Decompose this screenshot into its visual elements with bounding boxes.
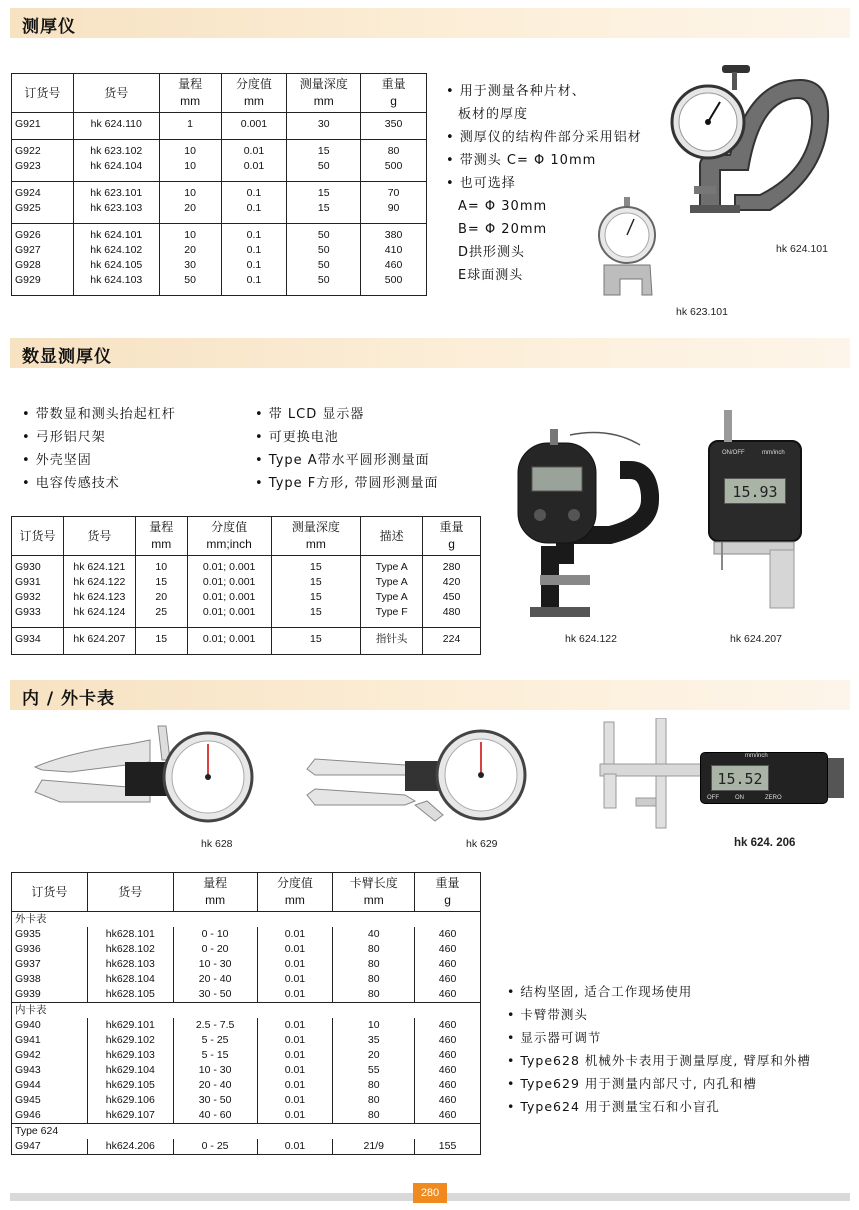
column-header: 卡臂长度 mm bbox=[333, 873, 415, 912]
list-item: • 电容传感技术 bbox=[22, 476, 120, 491]
table-row bbox=[12, 1108, 481, 1124]
table-row bbox=[12, 201, 427, 216]
column-header: 订货号 bbox=[12, 873, 88, 912]
table-cell: 460 bbox=[415, 972, 481, 987]
table-cell: G931 bbox=[12, 575, 64, 590]
table-cell: 15 bbox=[287, 201, 361, 216]
caption-hk-629: hk 629 bbox=[466, 838, 498, 850]
list-item: B= Φ 20mm bbox=[458, 222, 548, 237]
table-cell: G934 bbox=[12, 632, 64, 647]
table-cell: 10 bbox=[333, 1018, 415, 1033]
list-item: 板材的厚度 bbox=[458, 107, 529, 122]
table-cell: hk629.101 bbox=[87, 1018, 173, 1033]
column-header: 测量深度 mm bbox=[287, 74, 361, 113]
list-item: • 也可选择 bbox=[446, 176, 516, 191]
table-cell: G929 bbox=[12, 273, 74, 288]
table-cell: 0.01 bbox=[221, 159, 287, 174]
table-cell: G927 bbox=[12, 243, 74, 258]
table-cell: 460 bbox=[415, 927, 481, 942]
table-cell: 0.01 bbox=[257, 1033, 333, 1048]
table-cell: G926 bbox=[12, 228, 74, 243]
table-cell: 10 bbox=[135, 560, 187, 575]
column-header: 货号 bbox=[87, 873, 173, 912]
table-cell: hk 624.122 bbox=[63, 575, 135, 590]
table-row bbox=[12, 927, 481, 942]
table-cell: 460 bbox=[415, 942, 481, 957]
table-cell: 50 bbox=[159, 273, 221, 288]
table-cell: hk 624.124 bbox=[63, 605, 135, 620]
table-cell: 30 - 50 bbox=[173, 987, 257, 1003]
table-cell: 35 bbox=[333, 1033, 415, 1048]
feature-list-digital-left bbox=[22, 403, 176, 495]
lcd-display: 15.52 bbox=[711, 765, 769, 791]
table-row bbox=[12, 1018, 481, 1033]
table-cell: 80 bbox=[333, 942, 415, 957]
table-cell: G921 bbox=[12, 117, 74, 132]
table-cell: G938 bbox=[12, 972, 88, 987]
table-cell: 0.01; 0.001 bbox=[187, 605, 271, 620]
table-cell: 指针头 bbox=[361, 632, 423, 647]
spec-table-calipers bbox=[11, 872, 481, 1155]
table-cell: 0.01 bbox=[257, 1139, 333, 1155]
table-cell: G939 bbox=[12, 987, 88, 1003]
table-row bbox=[12, 605, 481, 620]
table-cell: 480 bbox=[423, 605, 481, 620]
table-cell: 55 bbox=[333, 1063, 415, 1078]
group-label: Type 624 bbox=[12, 1124, 481, 1140]
table-row bbox=[12, 1048, 481, 1063]
column-header: 分度值 mm bbox=[257, 873, 333, 912]
table-cell: 80 bbox=[333, 1078, 415, 1093]
group-label-row bbox=[12, 1003, 481, 1019]
table-cell: 0.01 bbox=[257, 1018, 333, 1033]
table-cell: 0 - 25 bbox=[173, 1139, 257, 1155]
table-row bbox=[12, 1093, 481, 1108]
column-header: 重量 g bbox=[415, 873, 481, 912]
digital-gauge-207-frame bbox=[700, 410, 810, 610]
column-header: 订货号 bbox=[12, 74, 74, 113]
list-item: • 显示器可调节 bbox=[507, 1030, 602, 1045]
list-item: A= Φ 30mm bbox=[458, 199, 548, 214]
table-cell: 20 bbox=[159, 201, 221, 216]
table-row bbox=[12, 117, 427, 132]
table-cell: 0.1 bbox=[221, 273, 287, 288]
table-cell: 10 bbox=[159, 159, 221, 174]
mminch-button: mm/inch bbox=[745, 753, 768, 759]
table-row bbox=[12, 972, 481, 987]
table-cell: 5 - 25 bbox=[173, 1033, 257, 1048]
table-cell: 0.01 bbox=[257, 1048, 333, 1063]
table-cell: hk 624.101 bbox=[73, 228, 159, 243]
table-cell: 0.01 bbox=[257, 942, 333, 957]
list-item: • 带数显和测头抬起杠杆 bbox=[22, 407, 176, 422]
table-cell: Type A bbox=[361, 590, 423, 605]
table-cell: G933 bbox=[12, 605, 64, 620]
table-cell: 15 bbox=[271, 632, 361, 647]
table-cell: G924 bbox=[12, 186, 74, 201]
table-cell: G936 bbox=[12, 942, 88, 957]
table-row bbox=[12, 228, 427, 243]
list-item: • 带 LCD 显示器 bbox=[255, 407, 365, 422]
column-header: 重量 g bbox=[361, 74, 427, 113]
list-item: • 带测头 C= Φ 10mm bbox=[446, 153, 597, 168]
table-cell: 10 bbox=[159, 144, 221, 159]
table-cell: 0.01 bbox=[257, 957, 333, 972]
table-cell: 40 - 60 bbox=[173, 1108, 257, 1124]
table-row bbox=[12, 590, 481, 605]
section-banner-digital-thickness-gauge bbox=[10, 338, 850, 368]
table-cell: hk 623.103 bbox=[73, 201, 159, 216]
feature-list-digital-right bbox=[255, 403, 439, 495]
table-cell: G942 bbox=[12, 1048, 88, 1063]
table-cell: 80 bbox=[333, 1108, 415, 1124]
table-row bbox=[12, 258, 427, 273]
table-row bbox=[12, 243, 427, 258]
table-cell: hk628.101 bbox=[87, 927, 173, 942]
table-cell: 0.1 bbox=[221, 243, 287, 258]
table-row bbox=[12, 273, 427, 288]
table-row bbox=[12, 1139, 481, 1155]
table-cell: 15 bbox=[271, 560, 361, 575]
table-cell: 460 bbox=[415, 1033, 481, 1048]
table-cell: 15 bbox=[135, 575, 187, 590]
table-cell: 40 bbox=[333, 927, 415, 942]
list-item: • 测厚仪的结构件部分采用铝材 bbox=[446, 130, 642, 145]
table-cell: G923 bbox=[12, 159, 74, 174]
table-cell: 20 bbox=[333, 1048, 415, 1063]
table-cell: hk 624.110 bbox=[73, 117, 159, 132]
table-cell: hk629.107 bbox=[87, 1108, 173, 1124]
table-row bbox=[12, 186, 427, 201]
caption-hk-624-206: hk 624. 206 bbox=[734, 837, 796, 849]
table-cell: hk 623.102 bbox=[73, 144, 159, 159]
table-cell: hk629.102 bbox=[87, 1033, 173, 1048]
digital-thickness-gauge-122-image bbox=[510, 425, 660, 625]
table-cell: hk 623.101 bbox=[73, 186, 159, 201]
table-cell: 15 bbox=[271, 590, 361, 605]
table-cell: 10 bbox=[159, 228, 221, 243]
table-cell: hk629.103 bbox=[87, 1048, 173, 1063]
table-cell: 50 bbox=[287, 258, 361, 273]
table-cell: 10 - 30 bbox=[173, 1063, 257, 1078]
table-cell: 90 bbox=[361, 201, 427, 216]
table-cell: 20 bbox=[159, 243, 221, 258]
table-cell: 1 bbox=[159, 117, 221, 132]
table-cell: 0.01 bbox=[221, 144, 287, 159]
table-cell: 0.1 bbox=[221, 186, 287, 201]
table-cell: 0.01; 0.001 bbox=[187, 575, 271, 590]
spec-table-thickness-gauge bbox=[11, 73, 427, 296]
table-cell: 380 bbox=[361, 228, 427, 243]
table-cell: hk628.104 bbox=[87, 972, 173, 987]
table-cell: 20 - 40 bbox=[173, 1078, 257, 1093]
table-cell: 10 bbox=[159, 186, 221, 201]
table-cell: G928 bbox=[12, 258, 74, 273]
table-cell: 0.01 bbox=[257, 927, 333, 942]
list-item: • 弓形铝尺架 bbox=[22, 430, 106, 445]
table-cell: 5 - 15 bbox=[173, 1048, 257, 1063]
table-cell: 20 - 40 bbox=[173, 972, 257, 987]
group-label-row bbox=[12, 1124, 481, 1140]
column-header: 量程 mm bbox=[173, 873, 257, 912]
table-row bbox=[12, 987, 481, 1003]
table-cell: Type F bbox=[361, 605, 423, 620]
table-cell: 0.1 bbox=[221, 258, 287, 273]
table-cell: 500 bbox=[361, 159, 427, 174]
list-item: • Type A带水平圆形测量面 bbox=[255, 453, 430, 468]
list-item: D拱形测头 bbox=[458, 245, 526, 260]
list-item: • 外壳坚固 bbox=[22, 453, 92, 468]
spec-table-digital-thickness-gauge bbox=[11, 516, 481, 655]
table-cell: G947 bbox=[12, 1139, 88, 1155]
table-cell: hk 624.121 bbox=[63, 560, 135, 575]
zero-button: ZERO bbox=[765, 795, 782, 801]
table-cell: 2.5 - 7.5 bbox=[173, 1018, 257, 1033]
table-cell: 80 bbox=[333, 1093, 415, 1108]
table-row bbox=[12, 159, 427, 174]
table-cell: hk629.105 bbox=[87, 1078, 173, 1093]
table-row bbox=[12, 144, 427, 159]
table-cell: 10 - 30 bbox=[173, 957, 257, 972]
table-cell: 450 bbox=[423, 590, 481, 605]
table-cell: hk629.104 bbox=[87, 1063, 173, 1078]
table-row bbox=[12, 575, 481, 590]
table-row bbox=[12, 957, 481, 972]
table-cell: 460 bbox=[415, 1078, 481, 1093]
table-cell: 0.01 bbox=[257, 1063, 333, 1078]
table-cell: hk628.103 bbox=[87, 957, 173, 972]
table-cell: 30 bbox=[159, 258, 221, 273]
table-cell: 460 bbox=[415, 1018, 481, 1033]
section-title: 数显测厚仪 bbox=[22, 347, 112, 367]
column-header: 测量深度 mm bbox=[271, 517, 361, 556]
table-cell: 0.01 bbox=[257, 987, 333, 1003]
table-cell: 0.01 bbox=[257, 1093, 333, 1108]
column-header: 订货号 bbox=[12, 517, 64, 556]
table-cell: 80 bbox=[333, 987, 415, 1003]
table-cell: hk624.206 bbox=[87, 1139, 173, 1155]
table-cell: 80 bbox=[333, 972, 415, 987]
table-cell: 460 bbox=[415, 957, 481, 972]
section-title: 测厚仪 bbox=[22, 17, 76, 37]
table-cell: G935 bbox=[12, 927, 88, 942]
table-cell: 21/9 bbox=[333, 1139, 415, 1155]
list-item: • Type628 机械外卡表用于测量厚度, 臂厚和外槽 bbox=[507, 1053, 811, 1068]
table-cell: 0 - 20 bbox=[173, 942, 257, 957]
table-cell: 0 - 10 bbox=[173, 927, 257, 942]
table-cell: 0.001 bbox=[221, 117, 287, 132]
table-cell: G922 bbox=[12, 144, 74, 159]
table-cell: G946 bbox=[12, 1108, 88, 1124]
table-cell: 500 bbox=[361, 273, 427, 288]
section-title: 内 / 外卡表 bbox=[22, 689, 116, 709]
table-cell: G932 bbox=[12, 590, 64, 605]
table-cell: 80 bbox=[333, 957, 415, 972]
table-cell: hk629.106 bbox=[87, 1093, 173, 1108]
table-cell: G941 bbox=[12, 1033, 88, 1048]
table-cell: 15 bbox=[271, 605, 361, 620]
list-item: • 可更换电池 bbox=[255, 430, 339, 445]
table-cell: G937 bbox=[12, 957, 88, 972]
table-cell: hk 624.103 bbox=[73, 273, 159, 288]
table-cell: 460 bbox=[415, 1048, 481, 1063]
table-cell: hk 624.123 bbox=[63, 590, 135, 605]
table-cell: 50 bbox=[287, 159, 361, 174]
table-cell: G930 bbox=[12, 560, 64, 575]
table-cell: 420 bbox=[423, 575, 481, 590]
group-label: 内卡表 bbox=[12, 1003, 481, 1019]
table-cell: hk 624.105 bbox=[73, 258, 159, 273]
table-cell: G945 bbox=[12, 1093, 88, 1108]
table-cell: 460 bbox=[415, 1093, 481, 1108]
table-cell: 30 bbox=[287, 117, 361, 132]
onoff-button: ON/OFF bbox=[722, 450, 745, 456]
mminch-button: mm/inch bbox=[762, 450, 785, 456]
table-cell: 15 bbox=[287, 144, 361, 159]
table-cell: 0.01; 0.001 bbox=[187, 632, 271, 647]
table-cell: 460 bbox=[415, 1063, 481, 1078]
table-row bbox=[12, 1078, 481, 1093]
table-cell: 0.1 bbox=[221, 228, 287, 243]
table-cell: hk 624.102 bbox=[73, 243, 159, 258]
table-cell: 15 bbox=[271, 575, 361, 590]
table-cell: 0.01; 0.001 bbox=[187, 560, 271, 575]
section-banner-calipers bbox=[10, 680, 850, 710]
table-cell: G943 bbox=[12, 1063, 88, 1078]
caption-hk-624-207: hk 624.207 bbox=[730, 633, 782, 645]
table-cell: 350 bbox=[361, 117, 427, 132]
group-label: 外卡表 bbox=[12, 912, 481, 928]
table-row bbox=[12, 560, 481, 575]
list-item: • 用于测量各种片材、 bbox=[446, 84, 586, 99]
column-header: 重量 g bbox=[423, 517, 481, 556]
table-cell: Type A bbox=[361, 575, 423, 590]
on-button: ON bbox=[735, 795, 744, 801]
table-row bbox=[12, 1063, 481, 1078]
table-cell: 460 bbox=[415, 987, 481, 1003]
list-item: E球面测头 bbox=[458, 268, 524, 283]
table-cell: hk 624.104 bbox=[73, 159, 159, 174]
table-row bbox=[12, 1033, 481, 1048]
table-cell: G940 bbox=[12, 1018, 88, 1033]
caption-hk-624-101: hk 624.101 bbox=[776, 243, 828, 255]
table-cell: 224 bbox=[423, 632, 481, 647]
table-cell: hk628.102 bbox=[87, 942, 173, 957]
table-cell: 30 - 50 bbox=[173, 1093, 257, 1108]
page-number: 280 bbox=[413, 1183, 447, 1203]
column-header: 货号 bbox=[73, 74, 159, 113]
table-cell: 0.1 bbox=[221, 201, 287, 216]
column-header: 量程 mm bbox=[159, 74, 221, 113]
column-header: 量程 mm bbox=[135, 517, 187, 556]
column-header: 描述 bbox=[361, 517, 423, 556]
list-item: • Type F方形, 带圆形测量面 bbox=[255, 476, 439, 491]
digital-caliper-624-206-head bbox=[700, 752, 828, 804]
table-cell: hk628.105 bbox=[87, 987, 173, 1003]
lcd-display: 15.93 bbox=[724, 478, 786, 504]
column-header: 分度值 mm;inch bbox=[187, 517, 271, 556]
section-banner-thickness-gauge bbox=[10, 8, 850, 38]
table-cell: 410 bbox=[361, 243, 427, 258]
caption-hk-624-122: hk 624.122 bbox=[565, 633, 617, 645]
table-cell: 155 bbox=[415, 1139, 481, 1155]
table-cell: 0.01 bbox=[257, 1078, 333, 1093]
table-row bbox=[12, 942, 481, 957]
table-cell: 50 bbox=[287, 273, 361, 288]
internal-caliper-629-image bbox=[305, 725, 535, 825]
dial-thickness-gauge-image bbox=[660, 60, 835, 240]
table-cell: 20 bbox=[135, 590, 187, 605]
table-cell: 50 bbox=[287, 243, 361, 258]
group-label-row bbox=[12, 912, 481, 928]
table-cell: G925 bbox=[12, 201, 74, 216]
table-cell: hk 624.207 bbox=[63, 632, 135, 647]
table-cell: Type A bbox=[361, 560, 423, 575]
list-item: • 结构坚固, 适合工作现场使用 bbox=[507, 984, 693, 999]
table-cell: 460 bbox=[415, 1108, 481, 1124]
table-cell: 460 bbox=[361, 258, 427, 273]
table-row bbox=[12, 632, 481, 647]
table-cell: G944 bbox=[12, 1078, 88, 1093]
table-cell: 0.01 bbox=[257, 1108, 333, 1124]
table-cell: 0.01; 0.001 bbox=[187, 590, 271, 605]
list-item: • Type629 用于测量内部尺寸, 内孔和槽 bbox=[507, 1076, 757, 1091]
column-header: 货号 bbox=[63, 517, 135, 556]
table-cell: 15 bbox=[135, 632, 187, 647]
column-header: 分度值 mm bbox=[221, 74, 287, 113]
table-cell: 70 bbox=[361, 186, 427, 201]
table-cell: 280 bbox=[423, 560, 481, 575]
list-item: • Type624 用于测量宝石和小盲孔 bbox=[507, 1099, 720, 1114]
table-cell: 15 bbox=[287, 186, 361, 201]
external-caliper-628-image bbox=[30, 722, 260, 827]
caption-hk-628: hk 628 bbox=[201, 838, 233, 850]
table-cell: 25 bbox=[135, 605, 187, 620]
small-dial-thickness-gauge-image bbox=[590, 195, 670, 307]
table-cell: 50 bbox=[287, 228, 361, 243]
table-cell: 80 bbox=[361, 144, 427, 159]
caption-hk-623-101: hk 623.101 bbox=[676, 306, 728, 318]
list-item: • 卡臂带测头 bbox=[507, 1007, 588, 1022]
off-button: OFF bbox=[707, 795, 719, 801]
table-cell: 0.01 bbox=[257, 972, 333, 987]
feature-list-calipers bbox=[507, 980, 811, 1118]
